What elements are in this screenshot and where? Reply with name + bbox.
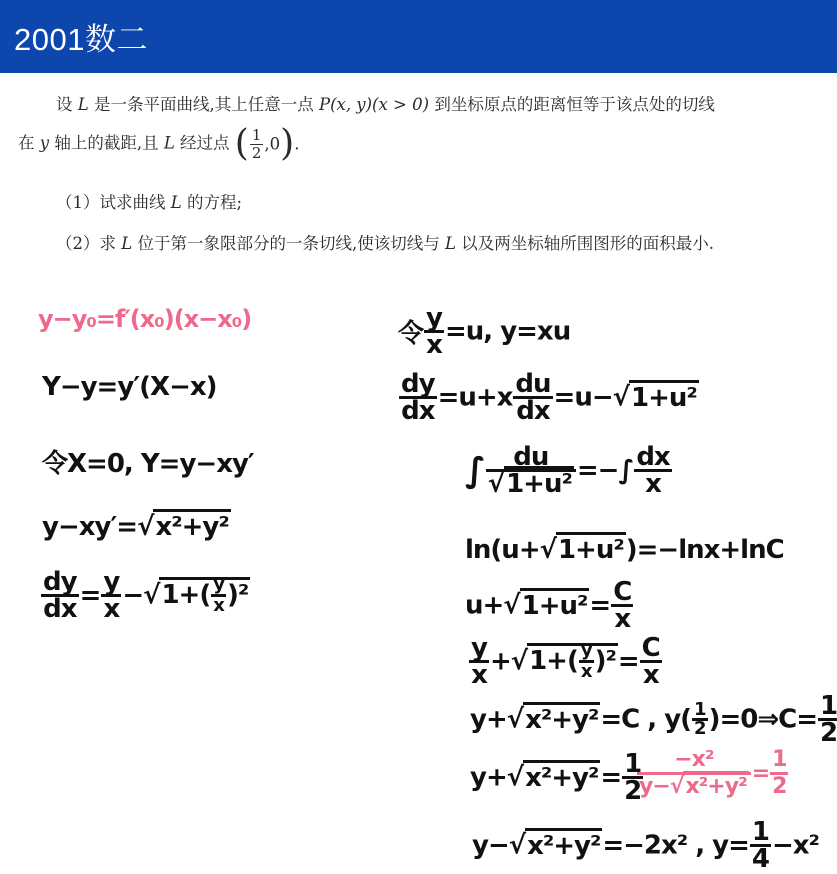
text: 经过点 (180, 133, 230, 153)
header-bar (0, 0, 837, 73)
problem-line-2 (18, 123, 300, 164)
note-separated-integral: ∫ $\frac{du}{\text{√1+u²}}$ =−∫ $\frac{dx}{x}$ (465, 442, 670, 499)
text: 是一条平面曲线,其上任意一点 (93, 95, 314, 114)
fraction-one-half: $\frac{1}{2}$ (251, 125, 262, 162)
note-differential-equation: $\frac{dy}{dx}$ = $\frac{y}{x}$ −√1+( $\frac{y}{x}$ )² (43, 567, 249, 624)
note-substitution: 令 $\frac{y}{x}$ =u, y=xu (398, 303, 571, 360)
text: ,0 (264, 134, 281, 154)
note-back-substituted: $\frac{y}{x}$ +√1+( $\frac{y}{x}$ )²= $\frac{C}{x}$ (471, 633, 660, 690)
question-1: （1）试求曲线 L 的方程; (56, 193, 243, 212)
fraction: $\frac{dy}{dx}$ (43, 567, 77, 624)
note-tangent-formula: y−y₀=f′(x₀)(x−x₀) (38, 305, 252, 333)
left-paren: ( (234, 123, 249, 164)
problem-line-1 (56, 91, 715, 115)
note-du-dx: $\frac{dy}{dx}$ =u+x $\frac{du}{dx}$ =u−√1+u² (401, 369, 697, 426)
var-L: L (77, 95, 89, 114)
note-exponentiated: u+√1+u²= $\frac{C}{x}$ (465, 577, 632, 634)
note-final-curve: y−√x²+y²=−2x² , y= $\frac{1}{4}$ −x² (472, 817, 819, 874)
text: . (294, 134, 300, 154)
note-distance-equation: y−xy′=√x²+y² (42, 512, 231, 542)
note-tangent-line: Y−y=y′(X−x) (42, 372, 217, 402)
note-initial-condition: y+√x²+y²=C , y( $\frac{1}{2}$ )=0⇒C= $\frac{1}{2}$ (470, 694, 837, 745)
page-title: 2001数二 (14, 22, 148, 57)
question-2: （2）求 L 位于第一象限部分的一条切线,使该切线与 L 以及两坐标轴所围图形的面积最小. (56, 234, 714, 253)
text: 到坐标原点的距离恒等于该点处的切线 (434, 95, 715, 114)
var-y: y (39, 133, 50, 153)
note-intercept: 令X=0, Y=y−xy′ (42, 449, 254, 479)
note-constant-result: y+√x²+y²= $\frac{1}{2}$ (470, 749, 642, 806)
var-L: L (163, 133, 175, 153)
text: 设 (56, 95, 73, 114)
note-log-integral: ln(u+√1+u²)=−lnx+lnC (465, 535, 784, 565)
text: 在 (18, 133, 35, 153)
right-paren: ) (280, 123, 295, 164)
fraction: $\frac{y}{x}$ (103, 567, 120, 624)
text: 轴上的截距,且 (54, 133, 159, 153)
note-rationalized: $\frac{\text{−x²}}{\text{y−√x²+y²}}$ = $\frac{1}{2}$ (639, 747, 787, 799)
point-P: P(x, y)(x > 0) (318, 95, 430, 114)
